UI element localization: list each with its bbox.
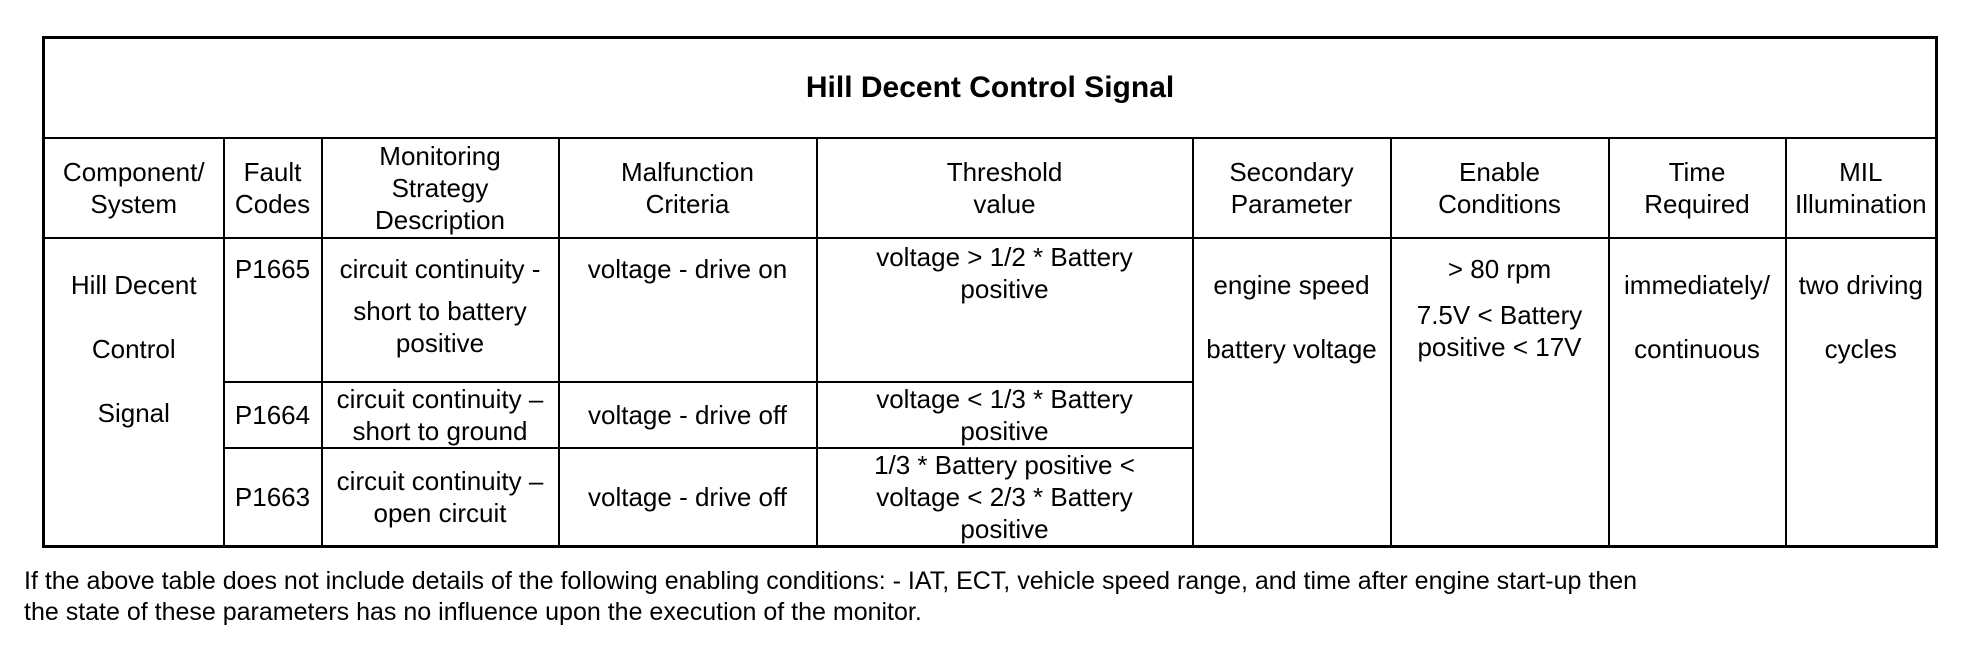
strategy-cell: circuit continuity – short to ground	[322, 382, 559, 448]
header-secondary: Secondary Parameter	[1193, 138, 1391, 238]
header-fault-codes: Fault Codes	[224, 138, 322, 238]
table-row	[44, 238, 1937, 382]
header-time: Time Required	[1609, 138, 1786, 238]
criteria-cell: voltage - drive on	[559, 238, 817, 382]
fault-code-cell: P1665	[224, 238, 322, 382]
enable-conditions-cell: > 80 rpm 7.5V < Battery positive < 17V	[1391, 238, 1609, 547]
time-required-cell: immediately/ continuous	[1609, 238, 1786, 547]
hill-decent-control-table	[42, 36, 1938, 548]
header-criteria: Malfunction Criteria	[559, 138, 817, 238]
criteria-cell: voltage - drive off	[559, 448, 817, 547]
footnote-line: If the above table does not include details of the following enabling conditions: - IAT, ECT, vehicle speed range, and time after engine start-up then	[24, 567, 1638, 595]
header-strategy: Monitoring Strategy Description	[322, 138, 559, 238]
fault-code-cell: P1664	[224, 382, 322, 448]
secondary-parameter-cell: engine speed battery voltage	[1193, 238, 1391, 547]
header-component: Component/ System	[44, 138, 224, 238]
fault-code-cell: P1663	[224, 448, 322, 547]
threshold-cell: voltage > 1/2 * Battery positive	[817, 238, 1193, 382]
threshold-cell: 1/3 * Battery positive < voltage < 2/3 * Battery positive	[817, 448, 1193, 547]
criteria-cell: voltage - drive off	[559, 382, 817, 448]
header-enable: Enable Conditions	[1391, 138, 1609, 238]
mil-illumination-cell: two driving cycles	[1786, 238, 1937, 547]
header-mil: MIL Illumination	[1786, 138, 1937, 238]
threshold-cell: voltage < 1/3 * Battery positive	[817, 382, 1193, 448]
strategy-cell: circuit continuity – open circuit	[322, 448, 559, 547]
table-title: Hill Decent Control Signal	[44, 38, 1937, 139]
footnote-line: the state of these parameters has no influence upon the execution of the monitor.	[24, 598, 922, 626]
component-name-cell: Hill Decent Control Signal	[44, 238, 224, 547]
footnote	[24, 566, 1924, 628]
header-row	[44, 138, 1937, 238]
header-threshold: Threshold value	[817, 138, 1193, 238]
strategy-cell: circuit continuity - short to battery positive	[322, 238, 559, 382]
